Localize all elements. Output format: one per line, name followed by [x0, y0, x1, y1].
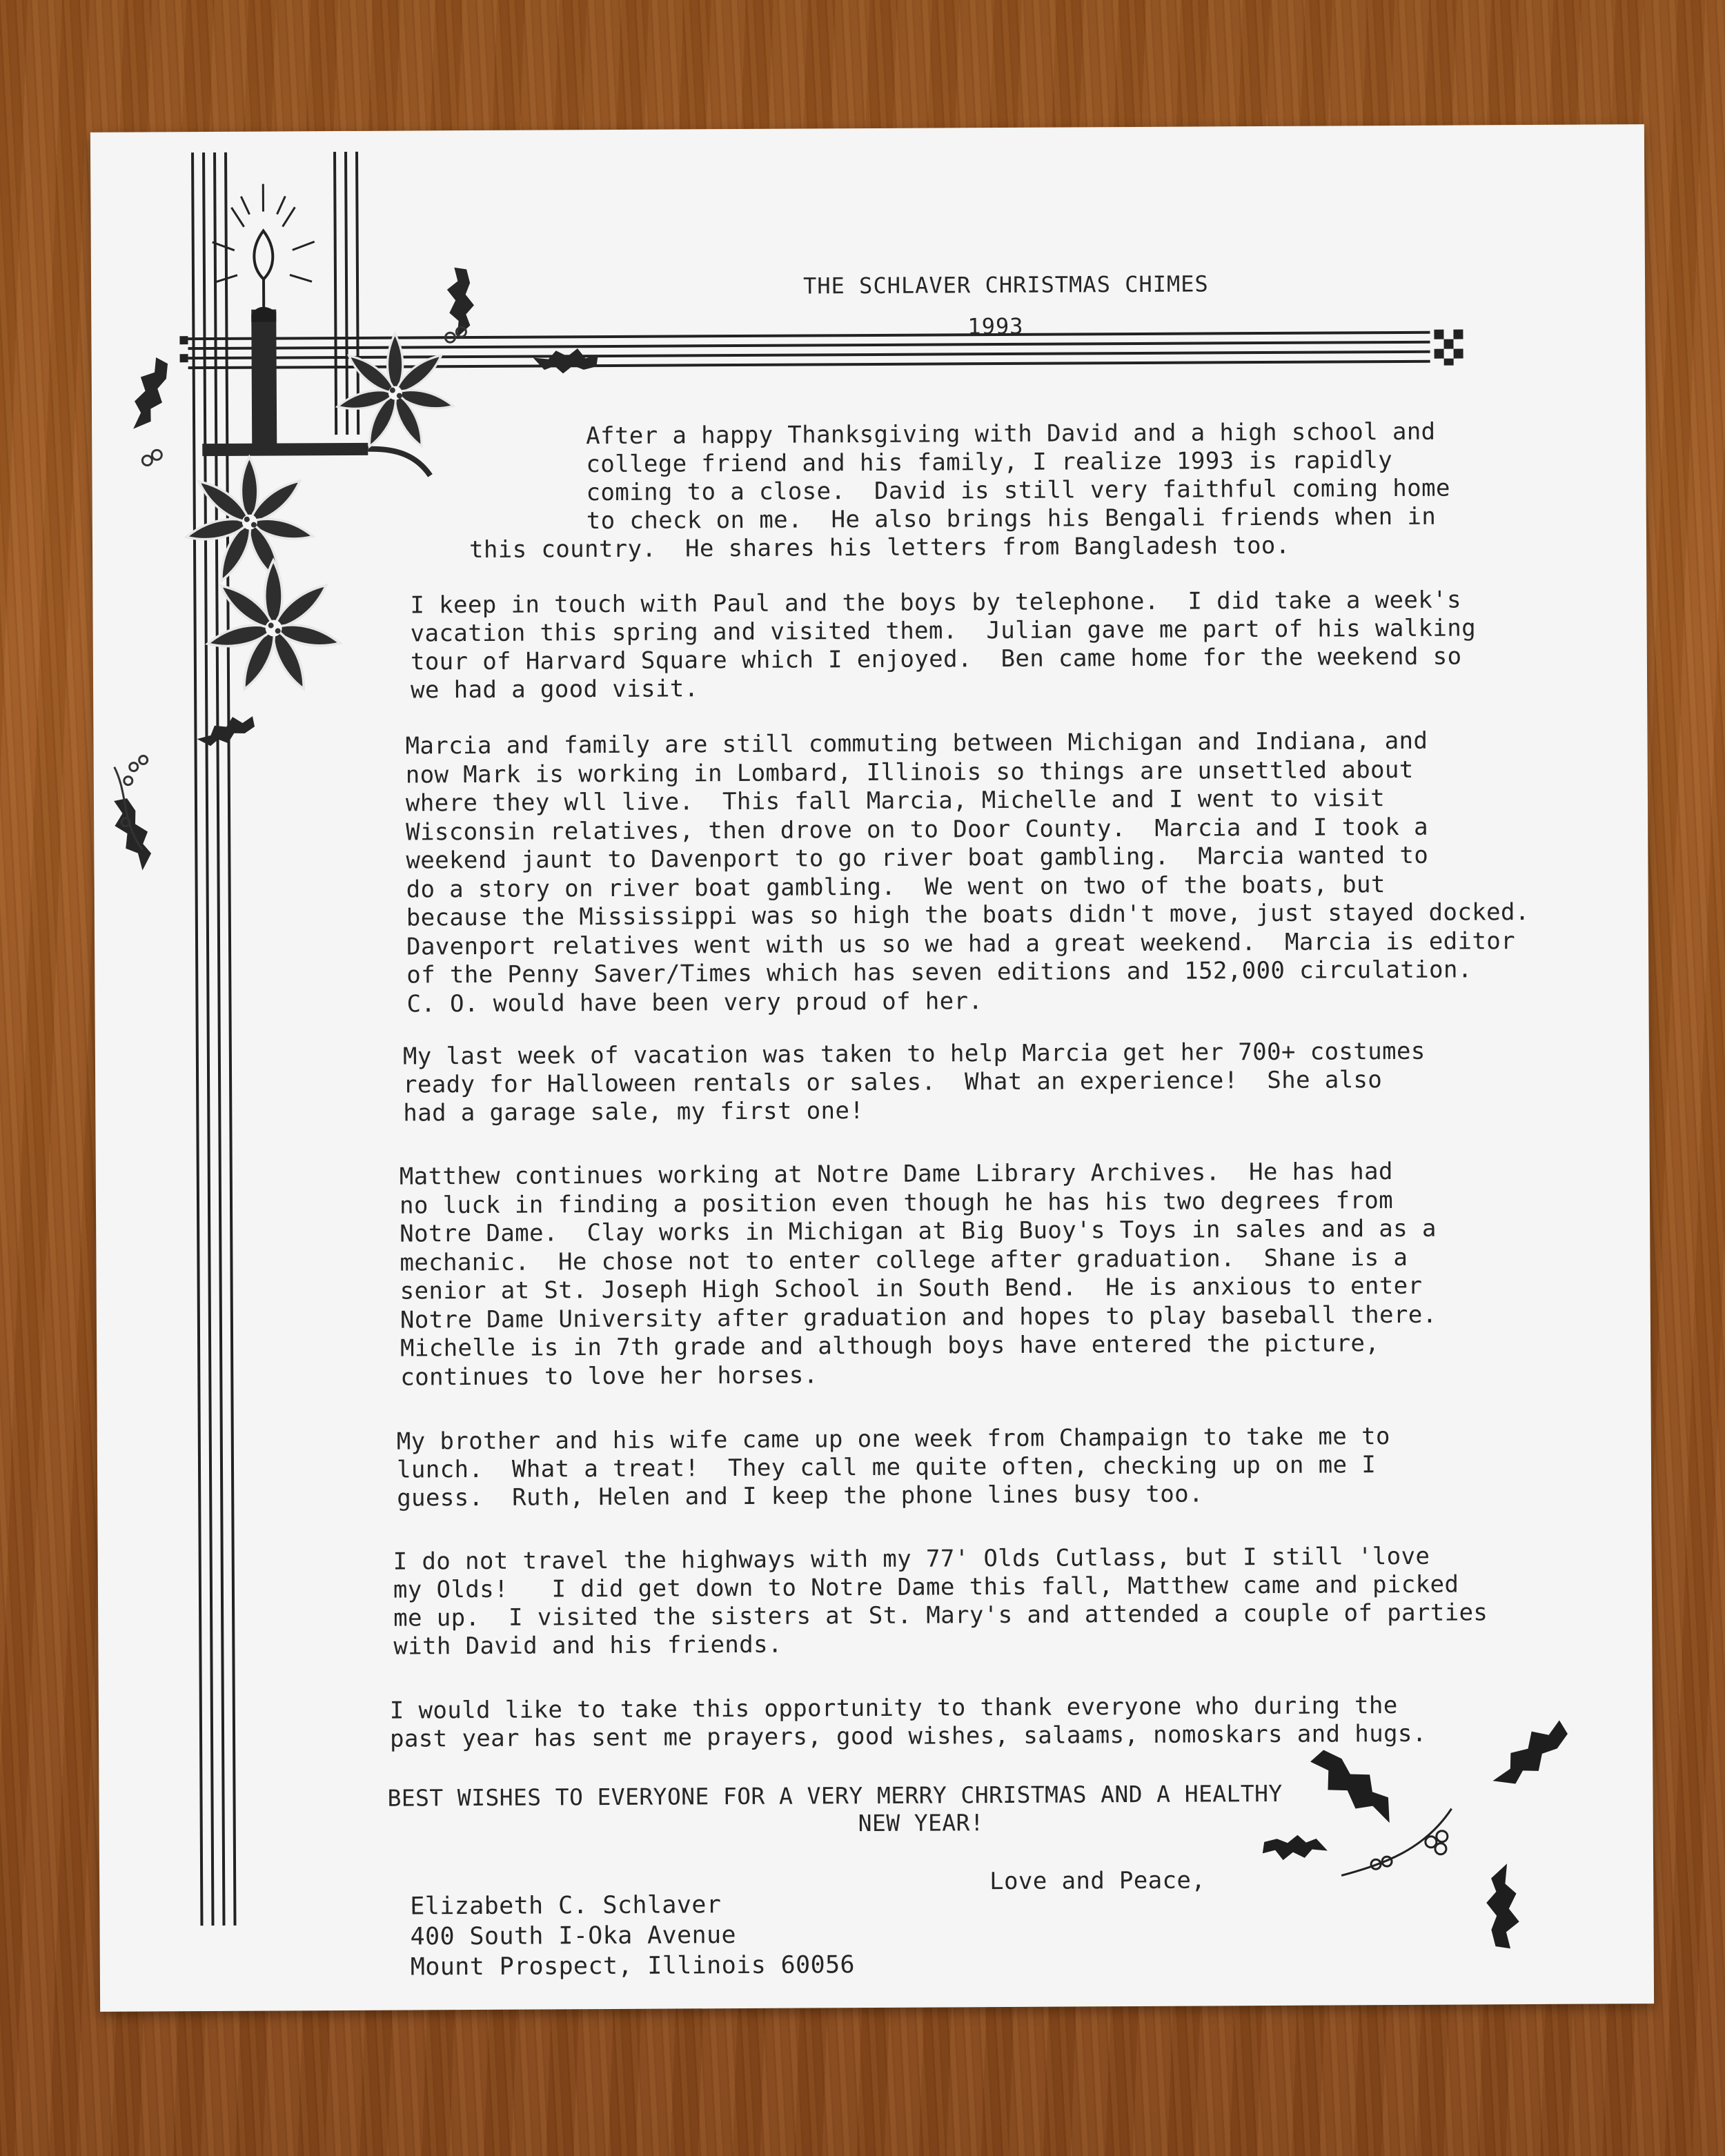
paragraph-vacation: My last week of vacation was taken to help Marcia get her 700+ costumes ready for Halloween rentals or sales. What an experience! She also had a garage sale, my first one!: [402, 1037, 1426, 1127]
paragraph-thanksgiving-end: this country. He shares his letters from Bangladesh too.: [469, 531, 1290, 564]
paragraph-thanks: I would like to take this opportunity to thank everyone who during the past year has sent me prayers, good wishes, salaams, nomoskars and hugs.: [389, 1692, 1427, 1753]
paragraph-paul: I keep in touch with Paul and the boys by telephone. I did take a week's vacation this spring and visited them. Julian gave me part of his walking tour of Harvard Square which I enjoyed. Ben came home for the weekend so we had a good visit.: [410, 586, 1477, 704]
paragraph-matthew: Matthew continues working at Notre Dame Library Archives. He has had no luck in finding a position even though he has his two degrees from Notre Dame. Clay works in Michigan at Big Buoy's Toys in sales and as a mechanic. He chose not to enter college after graduation. Shane is a senior at St. Joseph High School in South Bend. He is anxious to enter Notre Dame University after graduation and hopes to play baseball there. Michelle is in 7th grade and although boys have entered the picture, continues to love her horses.: [399, 1158, 1437, 1392]
candle-icon: [201, 183, 430, 477]
paragraph-olds: I do not travel the highways with my 77' Olds Cutlass, but I still 'love my Olds! I did get down to Notre Dame this fall, Matthew came and picked me up. I visited the sisters at St. Mary's and attended a couple of parties with David and his friends.: [393, 1542, 1488, 1661]
letter-year: 1993: [967, 313, 1024, 340]
return-address: [410, 1889, 855, 1982]
letter-page: [90, 124, 1654, 2012]
best-wishes-line: BEST WISHES TO EVERYONE FOR A VERY MERRY CHRISTMAS AND A HEALTHY: [387, 1779, 1283, 1812]
sender-name: Elizabeth C. Schlaver: [410, 1891, 722, 1921]
best-wishes-line-2: NEW YEAR!: [858, 1809, 985, 1837]
signoff: Love and Peace,: [989, 1866, 1206, 1896]
letter-title: THE SCHLAVER CHRISTMAS CHIMES: [802, 270, 1209, 299]
paragraph-thanksgiving: After a happy Thanksgiving with David and a high school and college friend and his family, I realize 1993 is rapidly coming to a close. David is still very faithful coming home to check on me. He also brings his Bengali friends when in: [586, 417, 1450, 535]
sender-street: 400 South I-Oka Avenue: [410, 1921, 737, 1951]
paragraph-marcia: Marcia and family are still commuting between Michigan and Indiana, and now Mark is working in Lombard, Illinois so things are unsettled about where they wll live. This fall Marcia, Michelle and I went to visit Wisconsin relatives, then drove on to Door County. Marcia and I took a weekend jaunt to Davenport to go river boat gambling. Marcia wanted to do a story on river boat gambling. We went on two of the boats, but because the Mississippi was so high the boats didn't move, just stayed docked. Davenport relatives went with us so we had a great weekend. Marcia is editor of the Penny Saver/Times which has seven editions and 152,000 circulation. C. O. would have been very proud of her.: [405, 726, 1530, 1018]
sender-city: Mount Prospect, Illinois 60056: [410, 1951, 856, 1981]
paragraph-brother: My brother and his wife came up one week from Champaign to take me to lunch. What a treat! They call me quite often, checking up on me I guess. Ruth, Helen and I keep the phone lines busy too.: [396, 1423, 1390, 1512]
